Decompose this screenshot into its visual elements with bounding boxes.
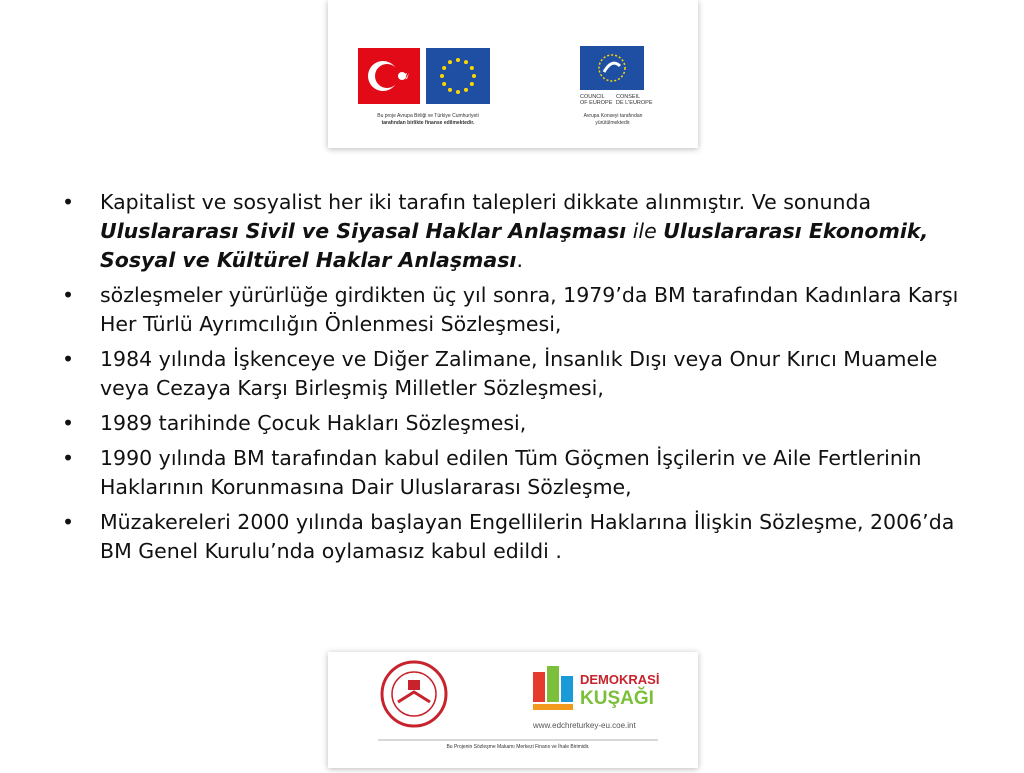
header-logo-card [328, 0, 698, 148]
eu-star-icon [472, 74, 476, 78]
eu-star-icon [456, 90, 460, 94]
website-text: www.edchreturkey-eu.coe.int [533, 721, 636, 730]
kusagi-text: KUŞAĞI [580, 688, 654, 709]
bullet-list [62, 188, 982, 572]
coe-caption [568, 113, 658, 127]
demokrasi-text: DEMOKRASİ [580, 672, 660, 687]
eu-caption-line-2: tarafından birlikte finanse edilmektedir. [381, 120, 475, 126]
coe-text-3: CONSEIL [616, 94, 641, 100]
bullet-text: ile [626, 219, 664, 243]
bullet-text: 1989 tarihinde Çocuk Hakları Sözleşmesi, [100, 411, 527, 435]
eu-flag-icon [426, 48, 490, 104]
eu-star-icon [448, 88, 452, 92]
bullet-text: Uluslararası Ekonomik, Sosyal ve Kültürel Haklar Anlaşması [100, 219, 929, 272]
bullet-text: Kapitalist ve sosyalist her iki tarafın talepleri dikkate alınmıştır. Ve sonunda [100, 190, 872, 214]
bullet-text: 1990 yılında BM tarafından kabul edilen Tüm Göçmen İşçilerin ve Aile Fertlerinin Haklarının Korunmasına Dair Uluslararası Sözleşme, [100, 446, 922, 499]
bullet-text: 1984 yılında İşkenceye ve Diğer Zalimane, İnsanlık Dışı veya Onur Kırıcı Muamele veya Cezaya Karşı Birleşmiş Milletler Sözleşmesi, [100, 347, 938, 400]
eu-star-icon [448, 60, 452, 64]
bullet-item [62, 188, 982, 275]
bullet-item [62, 409, 982, 438]
footer-caption: Bu Projenin Sözleşme Makamı Merkezi Finans ve İhale Birimidir. [446, 744, 590, 750]
bullet-item [62, 508, 982, 566]
bullet-text: sözleşmeler yürürlüğe girdikten üç yıl sonra, 1979’da BM tarafından Kadınlara Karşı Her Türlü Ayrımcılığın Önlenmesi Sözleşmesi, [100, 283, 959, 336]
coe-text-1: COUNCIL [580, 94, 605, 100]
coe-text-4: DE L'EUROPE [616, 100, 653, 106]
ministry-of-education-seal [382, 662, 446, 726]
bullet-item [62, 444, 982, 502]
eu-star-icon [470, 82, 474, 86]
eu-star-icon [456, 58, 460, 62]
bullet-text: Uluslararası Sivil ve Siyasal Haklar Anlaşması [100, 219, 627, 243]
council-of-europe-logo [580, 46, 644, 90]
footer-logo-card [328, 652, 698, 768]
eu-caption-line-1: Bu proje Avrupa Birliği ve Türkiye Cumhuriyeti [377, 113, 479, 119]
coe-text-2: OF EUROPE [580, 100, 613, 106]
eu-star-icon [442, 66, 446, 70]
eu-star-icon [464, 60, 468, 64]
eu-star-icon [442, 82, 446, 86]
bullet-item [62, 345, 982, 403]
eu-caption [348, 113, 508, 127]
bullet-text: Müzakereleri 2000 yılında başlayan Engellilerin Haklarına İlişkin Sözleşme, 2006’da BM Genel Kurulu’nda oylamasız kabul edildi . [100, 510, 955, 563]
eu-star-icon [464, 88, 468, 92]
coe-caption-line-1: Avrupa Konseyi tarafından [583, 113, 643, 119]
bullet-text: . [516, 248, 523, 272]
demokrasi-kusagi-logo [533, 666, 573, 710]
eu-star-icon [440, 74, 444, 78]
coe-caption-line-2: yürütülmektedir. [595, 120, 631, 126]
eu-star-icon [470, 66, 474, 70]
bullet-item [62, 281, 982, 339]
turkey-flag-icon [358, 48, 420, 104]
